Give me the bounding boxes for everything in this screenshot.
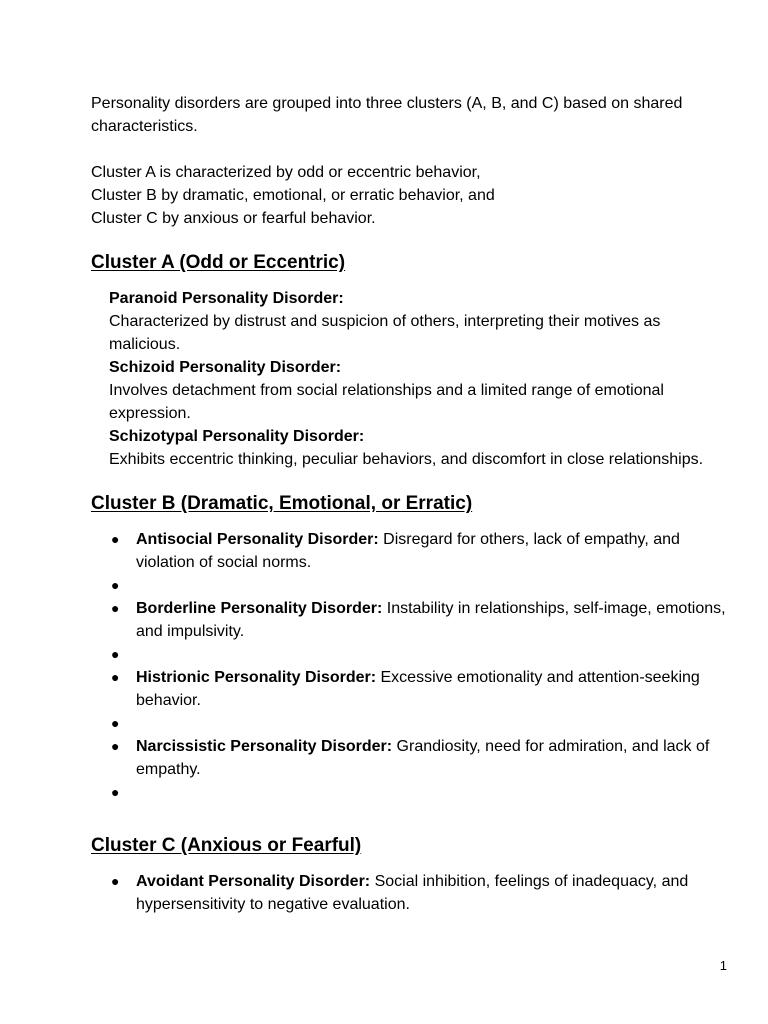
bullet-icon: ● xyxy=(111,738,120,754)
bullet-icon: ● xyxy=(111,531,120,547)
disorder-description: Social inhibition, feelings of inadequacy, and hypersensitivity to negative evaluation. xyxy=(136,873,689,913)
spacer xyxy=(91,138,731,161)
cluster-c-list xyxy=(91,870,731,916)
bullet-icon: ● xyxy=(111,577,120,593)
cluster-b-heading: Cluster B (Dramatic, Emotional, or Erratic) xyxy=(91,493,473,514)
cluster-c-heading: Cluster C (Anxious or Fearful) xyxy=(91,835,362,856)
cluster-b-list xyxy=(91,528,731,804)
intro-line-cluster-b: Cluster B by dramatic, emotional, or erratic behavior, and xyxy=(91,187,495,204)
disorder-description: Exhibits eccentric thinking, peculiar behaviors, and discomfort in close relationships. xyxy=(109,451,704,468)
disorder-description: Instability in relationships, self-image, emotions, and impulsivity. xyxy=(136,600,726,640)
empty-list-item xyxy=(91,712,731,735)
list-item xyxy=(91,597,731,643)
disorder-term: Narcissistic Personality Disorder: xyxy=(136,738,393,755)
document-page xyxy=(91,92,731,916)
cluster-a-heading: Cluster A (Odd or Eccentric) xyxy=(91,252,346,273)
list-item xyxy=(109,356,731,425)
intro-paragraph: Personality disorders are grouped into three clusters (A, B, and C) based on shared characteristics. xyxy=(91,95,683,135)
disorder-term: Paranoid Personality Disorder: xyxy=(109,290,344,307)
list-item xyxy=(109,425,731,471)
list-item xyxy=(109,287,731,356)
disorder-term: Avoidant Personality Disorder: xyxy=(136,873,371,890)
bullet-icon: ● xyxy=(111,784,120,800)
disorder-description: Disregard for others, lack of empathy, and violation of social norms. xyxy=(136,531,680,571)
empty-list-item xyxy=(91,781,731,804)
bullet-icon: ● xyxy=(111,715,120,731)
list-item xyxy=(91,870,731,916)
empty-list-item xyxy=(91,643,731,666)
disorder-term: Antisocial Personality Disorder: xyxy=(136,531,379,548)
disorder-description: Excessive emotionality and attention-seeking behavior. xyxy=(136,669,700,709)
disorder-term: Histrionic Personality Disorder: xyxy=(136,669,377,686)
bullet-icon: ● xyxy=(111,600,120,616)
intro-line-cluster-a: Cluster A is characterized by odd or eccentric behavior, xyxy=(91,164,481,181)
list-item xyxy=(91,528,731,574)
bullet-icon: ● xyxy=(111,646,120,662)
list-item xyxy=(91,666,731,712)
disorder-term: Schizotypal Personality Disorder: xyxy=(109,428,365,445)
bullet-icon: ● xyxy=(111,873,120,889)
intro-line-cluster-c: Cluster C by anxious or fearful behavior. xyxy=(91,210,376,227)
disorder-term: Borderline Personality Disorder: xyxy=(136,600,383,617)
disorder-term: Schizoid Personality Disorder: xyxy=(109,359,342,376)
disorder-description: Grandiosity, need for admiration, and lack of empathy. xyxy=(136,738,710,778)
page-number: 1 xyxy=(719,958,727,973)
disorder-description: Characterized by distrust and suspicion of others, interpreting their motives as malicious. xyxy=(109,313,661,353)
empty-list-item xyxy=(91,574,731,597)
bullet-icon: ● xyxy=(111,669,120,685)
list-item xyxy=(91,735,731,781)
cluster-a-list xyxy=(109,287,731,471)
disorder-description: Involves detachment from social relationships and a limited range of emotional expression. xyxy=(109,382,664,422)
